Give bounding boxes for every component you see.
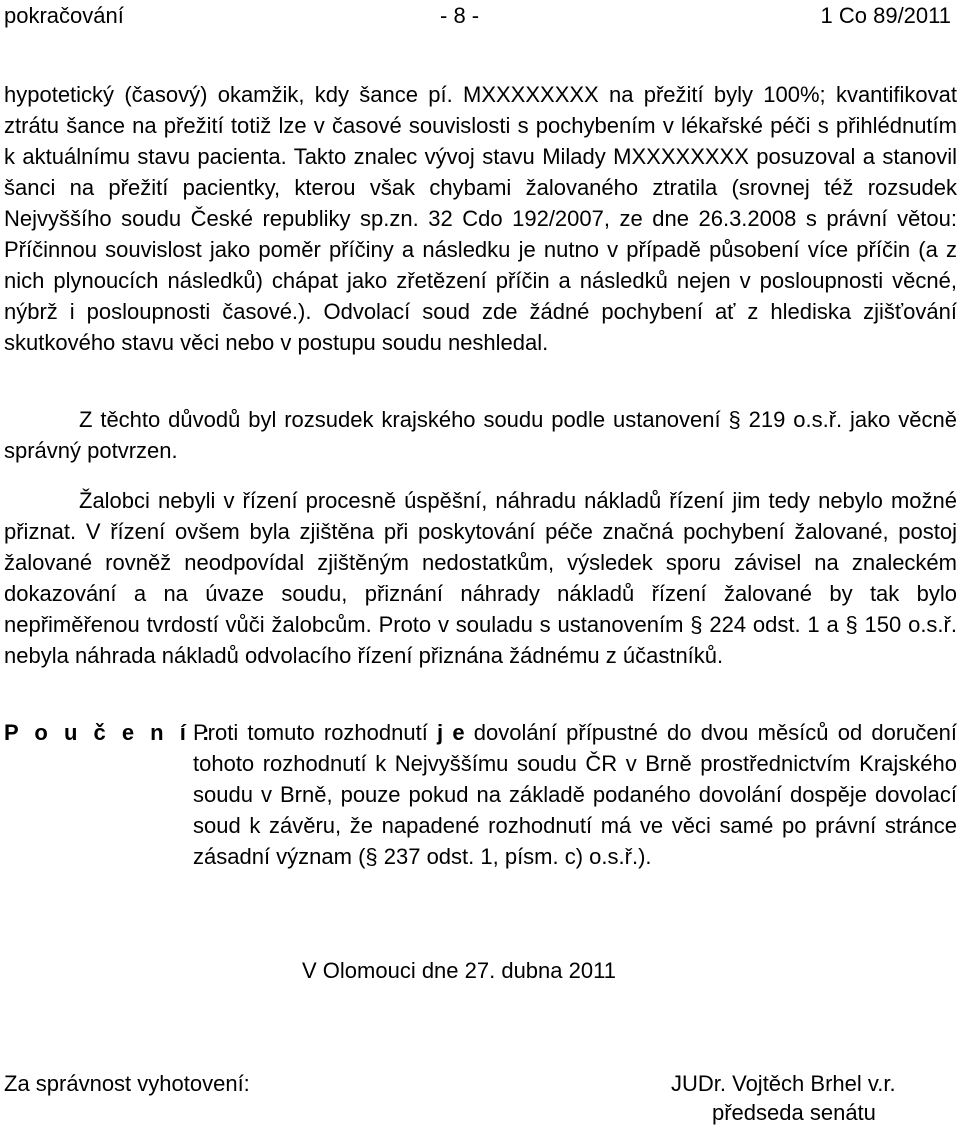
paragraph-reasoning: [4, 79, 957, 358]
certification-label: Za správnost vyhotovení:: [4, 1071, 250, 1096]
judge-title: předseda senátu: [712, 1100, 876, 1125]
paragraph-conclusion: [4, 404, 957, 466]
paragraph-text: Žalobci nebyli v řízení procesně úspěšní, náhradu nákladů řízení jim tedy nebylo možné přiznat. V řízení ovšem byla zjištěna při poskytování péče značná pochybení žalované, postoj žalované rovněž neodpovídal zjištěným nedostatkům, výsledek sporu závisel na znaleckém dokazování a na úvaze soudu, přiznání náhrady nákladů řízení žalované by tak bylo nepřiměřenou tvrdostí vůči žalobcům. Proto v souladu s ustanovením § 224 odst. 1 a § 150 o.s.ř. nebyla náhrada nákladů odvolacího řízení přiznána žádnému z účastníků.: [4, 488, 957, 668]
pouceni-text-after: dovolání přípustné do dvou měsíců od doručení tohoto rozhodnutí k Nejvyššímu soudu ČR v Brně prostřednictvím Krajského soudu v Brně, pouze pokud na základě podaného dovolání dospěje dovolací soud k závěru, že napadené rozhodnutí má ve věci samé po právní stránce zásadní význam (§ 237 odst. 1, písm. c) o.s.ř.).: [193, 720, 957, 869]
header-case-number: 1 Co 89/2011: [820, 3, 951, 28]
pouceni-emphasis: j e: [437, 720, 465, 745]
place-date: V Olomouci dne 27. dubna 2011: [302, 958, 616, 983]
header-page-number: - 8 -: [440, 3, 480, 28]
pouceni-text-before: Proti tomuto rozhodnutí: [193, 720, 438, 745]
header-continuation: pokračování: [4, 3, 124, 28]
paragraph-text: hypotetický (časový) okamžik, kdy šance pí. MXXXXXXXX na přežití byly 100%; kvantifikovat ztrátu šance na přežití totiž lze v časové souvislosti s pochybením v lékařské péči s přihlédnutím k aktuálnímu stavu pacienta. Takto znalec vývoj stavu Milady MXXXXXXXX posuzoval a stanovil šanci na přežití pacientky, kterou však chybami žalovaného ztratila (srovnej též rozsudek Nejvyššího soudu České republiky sp.zn. 32 Cdo 192/2007, ze dne 26.3.2008 s právní větou: Příčinnou souvislost jako poměr příčiny a následku je nutno v případě působení více příčin (a z nich plynoucích následků) chápat jako zřetězení příčin a následků nejen v posloupnosti věcné, nýbrž i posloupnosti časové.). Odvolací soud zde žádné pochybení ať z hlediska zjišťování skutkového stavu věci nebo v postupu soudu neshledal.: [4, 82, 957, 355]
paragraph-costs: [4, 485, 957, 671]
pouceni-text: [193, 717, 957, 872]
paragraph-text: Z těchto důvodů byl rozsudek krajského soudu podle ustanovení § 219 o.s.ř. jako věcně správný potvrzen.: [4, 407, 957, 463]
judge-name: JUDr. Vojtěch Brhel v.r.: [671, 1071, 896, 1096]
pouceni-label: P o u č e n í :: [4, 720, 215, 745]
